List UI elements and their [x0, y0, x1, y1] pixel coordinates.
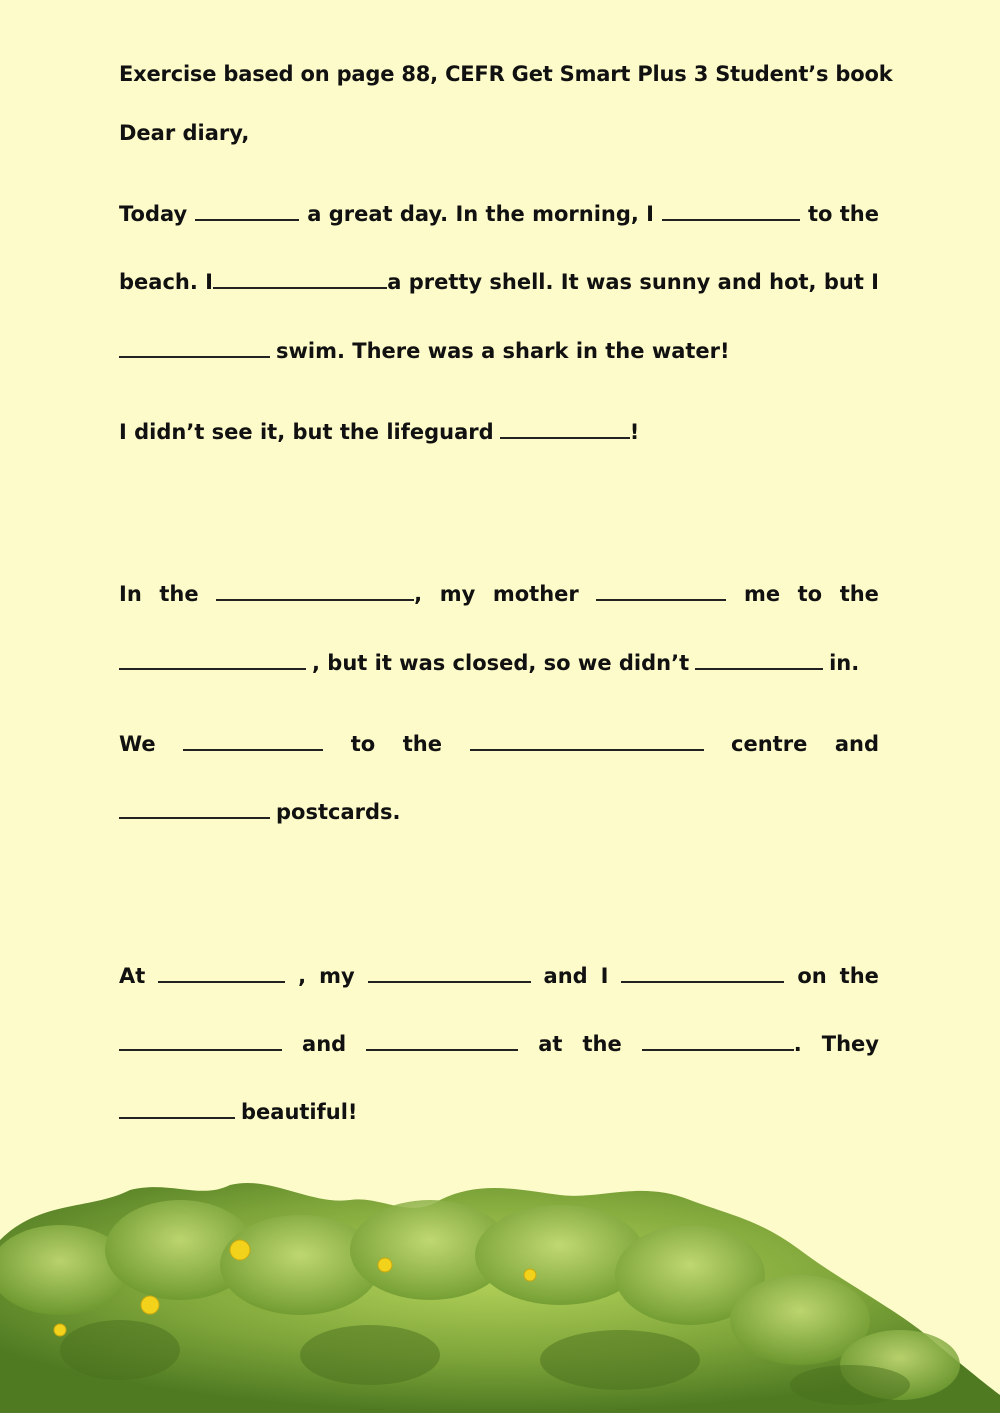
answer-blank[interactable]	[119, 338, 270, 358]
diary-line	[119, 729, 879, 759]
text-segment: Today	[119, 202, 188, 226]
text-segment: my	[439, 582, 476, 606]
answer-blank[interactable]	[119, 799, 270, 819]
diary-greeting: Dear diary,	[119, 121, 250, 145]
text-segment: centre	[731, 732, 808, 756]
answer-blank[interactable]	[662, 201, 800, 221]
diary-line	[119, 648, 879, 678]
text-segment: We	[119, 732, 156, 756]
diary-line	[119, 199, 879, 229]
text-segment: on	[797, 964, 827, 988]
flower-icon	[524, 1269, 536, 1281]
text-segment: my	[319, 964, 355, 988]
text-segment: beautiful!	[241, 1100, 358, 1124]
text-segment: to	[350, 732, 376, 756]
diary-line	[119, 1097, 879, 1127]
diary-line	[119, 579, 879, 609]
text-segment: the	[159, 582, 199, 606]
answer-blank[interactable]	[195, 201, 299, 221]
answer-blank[interactable]	[158, 963, 285, 983]
text-segment: and	[543, 964, 588, 988]
flower-icon	[378, 1258, 392, 1272]
text-segment: mother	[492, 582, 579, 606]
text-segment: ,	[298, 964, 307, 988]
answer-blank[interactable]	[183, 731, 323, 751]
diary-line	[119, 961, 879, 991]
answer-blank[interactable]	[642, 1031, 794, 1051]
text-segment: me	[743, 582, 781, 606]
text-segment: and	[302, 1032, 347, 1056]
text-segment: in.	[829, 651, 860, 675]
text-segment: At	[119, 964, 146, 988]
answer-blank[interactable]	[596, 581, 726, 601]
flower-icon	[230, 1240, 250, 1260]
answer-blank[interactable]	[366, 1031, 518, 1051]
answer-blank[interactable]	[119, 1099, 235, 1119]
answer-blank[interactable]	[216, 581, 414, 601]
text-segment: They	[821, 1032, 879, 1056]
answer-blank[interactable]	[368, 963, 531, 983]
text-segment: beach. I	[119, 270, 213, 294]
flower-icon	[54, 1324, 66, 1336]
text-segment: a pretty shell. It was sunny and hot, but I	[387, 270, 879, 294]
answer-blank[interactable]	[621, 963, 784, 983]
diary-line	[119, 267, 879, 297]
text-segment: postcards.	[276, 800, 401, 824]
text-segment: ,	[414, 582, 423, 606]
flower-icon	[141, 1296, 159, 1314]
text-segment: at	[538, 1032, 563, 1056]
diary-line	[119, 1029, 879, 1059]
text-segment: , but it was closed, so we didn’t	[312, 651, 690, 675]
text-segment: to	[797, 582, 823, 606]
text-segment: the	[839, 582, 879, 606]
answer-blank[interactable]	[119, 650, 306, 670]
text-segment: I	[600, 964, 609, 988]
diary-line	[119, 336, 879, 366]
diary-line	[119, 797, 879, 827]
answer-blank[interactable]	[213, 269, 387, 289]
text-segment: .	[793, 1032, 802, 1056]
answer-blank[interactable]	[470, 731, 704, 751]
text-segment: swim. There was a shark in the water!	[276, 339, 730, 363]
text-segment: I didn’t see it, but the lifeguard	[119, 420, 494, 444]
text-segment: the	[839, 964, 879, 988]
text-segment: to the	[807, 202, 879, 226]
answer-blank[interactable]	[119, 1031, 282, 1051]
text-segment: the	[582, 1032, 622, 1056]
text-segment: a great day. In the morning, I	[307, 202, 654, 226]
text-segment: In	[119, 582, 142, 606]
answer-blank[interactable]	[695, 650, 823, 670]
diary-line	[119, 417, 879, 447]
worksheet-title: Exercise based on page 88, CEFR Get Smart Plus 3 Student’s book	[119, 62, 893, 86]
text-segment: the	[402, 732, 442, 756]
shrub-image	[0, 1180, 1000, 1413]
answer-blank[interactable]	[500, 419, 630, 439]
text-segment: !	[629, 420, 640, 444]
text-segment: and	[834, 732, 879, 756]
